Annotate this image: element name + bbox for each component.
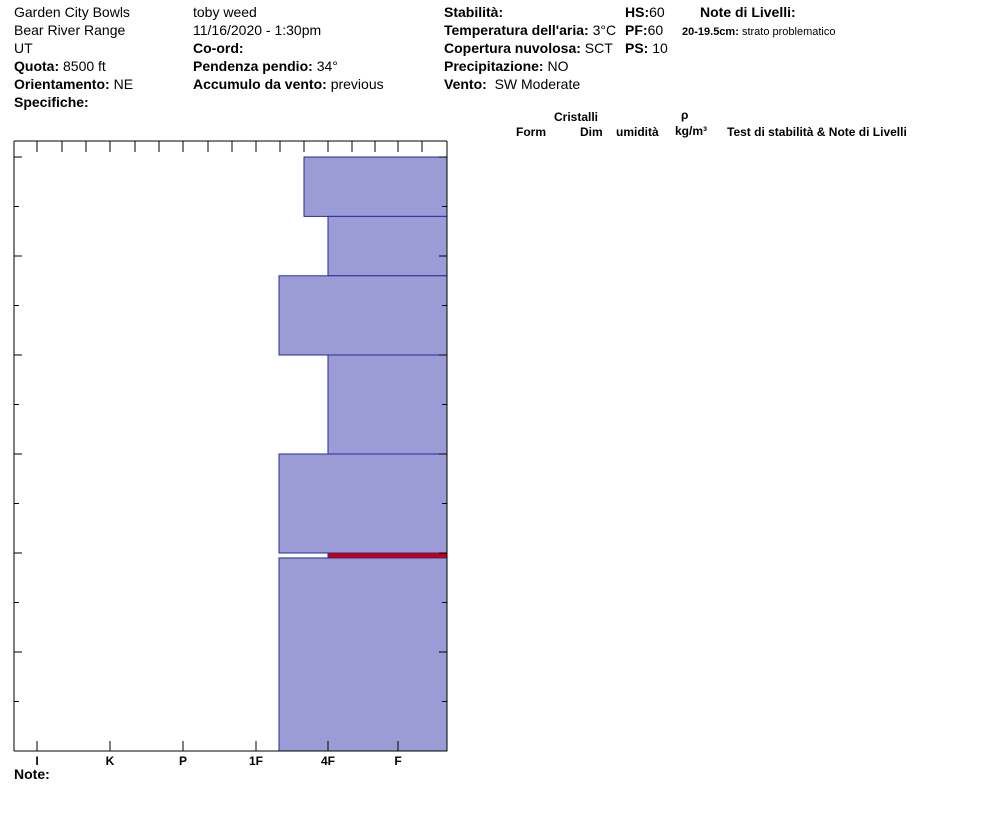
datetime: 11/16/2020 - 1:30pm xyxy=(193,22,322,38)
hardness-label-P: P xyxy=(178,754,188,768)
form-header: Form xyxy=(516,125,546,139)
notes-label: Note: xyxy=(14,766,50,782)
rho-header: ρ xyxy=(681,108,689,122)
range: Bear River Range xyxy=(14,22,126,38)
location: Garden City Bowls xyxy=(14,4,130,20)
layer-bar-6 xyxy=(279,558,447,751)
moisture-header: umidità xyxy=(616,125,659,139)
ps: PS: 10 xyxy=(625,40,668,56)
stability-notes-header: Test di stabilità & Note di Livelli xyxy=(727,125,907,139)
crystals-header: Cristalli xyxy=(554,110,599,124)
layer-bar-0 xyxy=(304,157,447,216)
layer-bar-3 xyxy=(328,355,447,454)
sky-cover: Copertura nuvolosa: SCT xyxy=(444,40,613,56)
hardness-label-4F: 4F xyxy=(320,754,336,768)
observer: toby weed xyxy=(193,4,257,20)
hardness-label-F: F xyxy=(394,754,402,768)
state: UT xyxy=(14,40,33,56)
coord-label: Co-ord: xyxy=(193,40,244,56)
wind-loading: Accumulo da vento: previous xyxy=(193,76,384,92)
layer-bar-2 xyxy=(279,276,447,355)
layer-bar-1 xyxy=(328,216,447,275)
slope: Pendenza pendio: 34° xyxy=(193,58,338,74)
layer-bar-4 xyxy=(279,454,447,553)
hardness-label-I: I xyxy=(35,754,39,768)
wind: Vento: SW Moderate xyxy=(444,76,581,92)
hs: HS:60 xyxy=(625,4,665,20)
hardness-label-1F: 1F xyxy=(248,754,264,768)
stability-label: Stabilità: xyxy=(444,4,504,20)
layer-note: 20-19.5cm: strato problematico xyxy=(682,26,836,38)
density-unit-header: kg/m³ xyxy=(675,124,708,138)
layer-notes-title: Note di Livelli: xyxy=(700,4,796,20)
aspect: Orientamento: NE xyxy=(14,76,134,92)
size-header: Dim xyxy=(580,125,603,139)
weak-layer-bar xyxy=(328,553,447,558)
precipitation: Precipitazione: NO xyxy=(444,58,569,74)
air-temp: Temperatura dell'aria: 3°C xyxy=(444,22,617,38)
elevation: Quota: 8500 ft xyxy=(14,58,106,74)
specifics-label: Specifiche: xyxy=(14,94,89,110)
pf: PF:60 xyxy=(625,22,664,38)
hardness-label-K: K xyxy=(105,754,115,768)
